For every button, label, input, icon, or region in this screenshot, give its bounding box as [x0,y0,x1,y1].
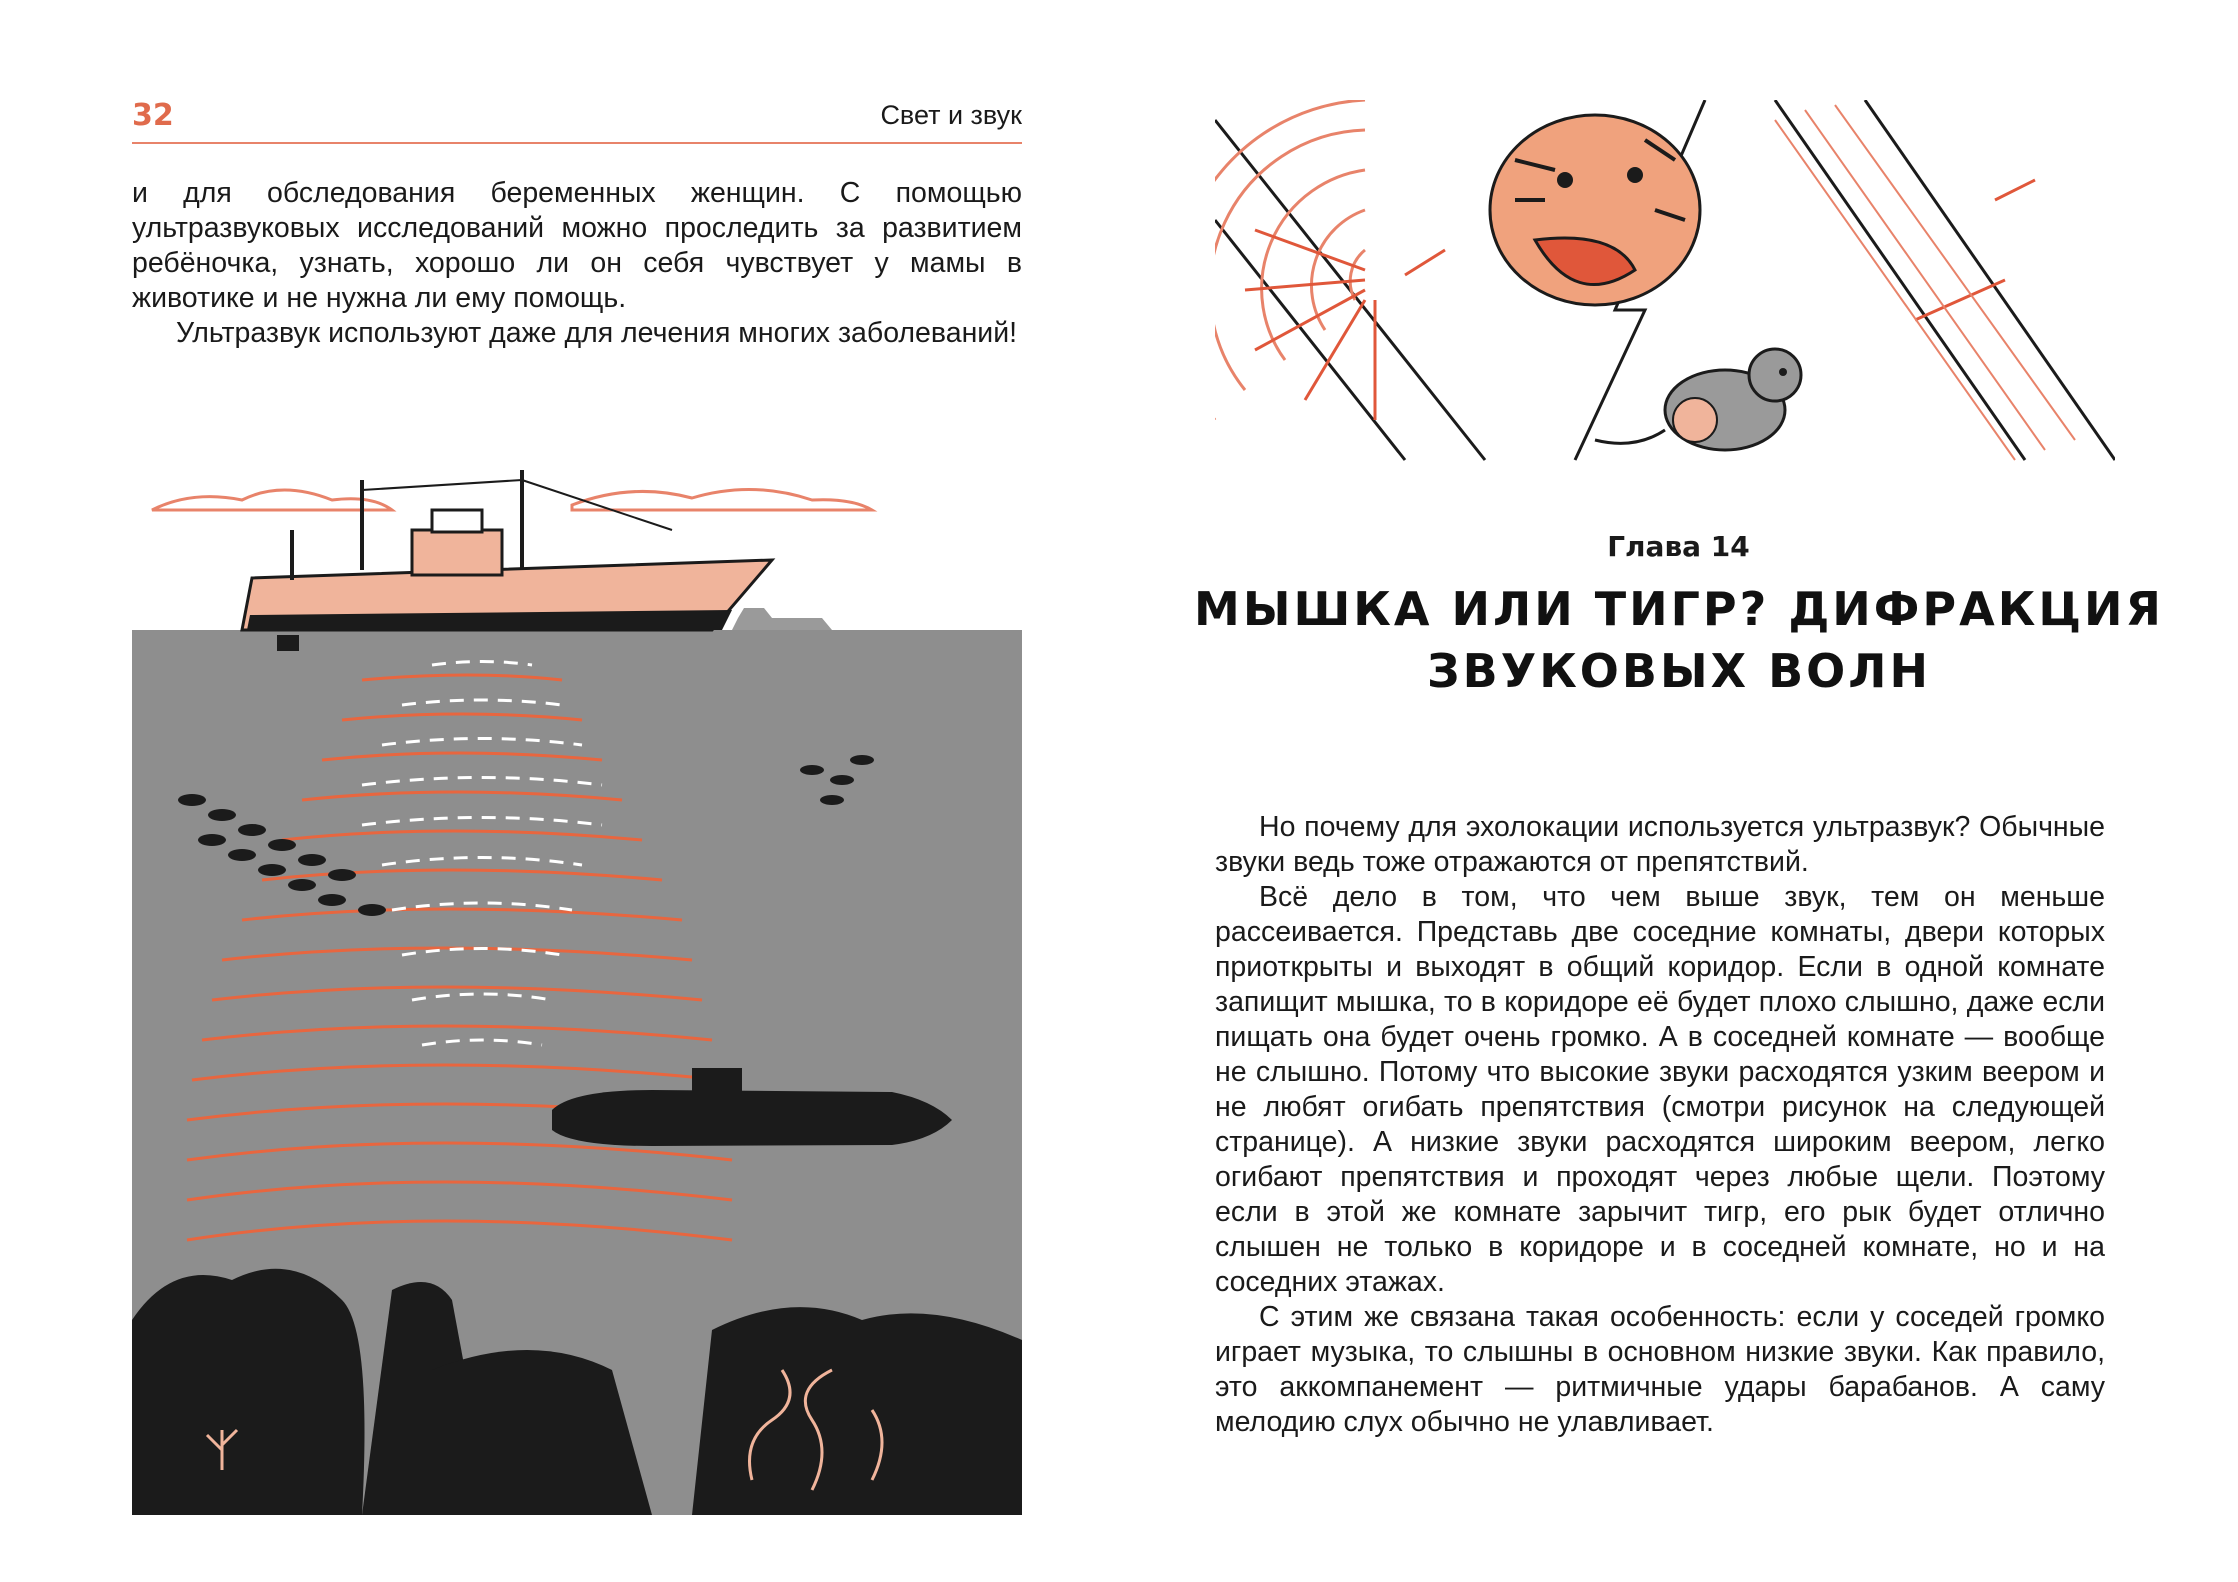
running-title: Свет и звук [880,100,1022,130]
mouse [1595,349,1801,450]
page-number: 32 [132,98,174,133]
page-header [132,98,1022,144]
ship-sonar-illustration [132,470,1022,1515]
right-body-text [1215,810,2105,1440]
chapter-title: МЫШКА ИЛИ ТИГР? ДИФРАКЦИЯ ЗВУКОВЫХ ВОЛН [1194,582,2164,698]
paragraph: и для обследования беременных женщин. С помощью ультразвуковых исследований можно проследить за развитием ребёночка, узнать, хорошо ли он себя чувствует у мамы в животике и не нужна ли ему помощь. [132,177,1022,314]
paragraph: Всё дело в том, что чем выше звук, тем он меньше рассеивается. Представь две соседние комнаты, двери которых приоткрыты и выходят в общий коридор. Если в одной комнате запищит мышка, то в коридоре её будет плохо слышно, даже если пищать она будет очень громко. А в соседней комнате — вообще не слышно. Потому что высокие звуки расходятся узким веером и не любят огибать препятствия (смотри рисунок на следующей странице). А низкие звуки расходятся широким веером, легко огибают препятствия и проходят через любые щели. Поэтому если в этой же комнате зарычит тигр, его рык будет отлично слышен не только в коридоре и в соседней комнате, но и на соседних этажах. [1215,881,2105,1298]
paragraph: Но почему для эхолокации используется ультразвук? Обычные звуки ведь тоже отражаются от препятствий. [1215,811,2105,878]
chapter-label: Глава 14 [1607,530,1750,563]
tiger-mouse-diffraction-illustration [1215,100,2115,480]
tiger-head [1490,115,1700,305]
right-page [1119,0,2238,1582]
paragraph: Ультразвук используют даже для лечения многих заболеваний! [176,317,1018,349]
paragraph: С этим же связана такая особенность: если у соседей громко играет музыка, то слышны в основном низкие звуки. Как правило, это аккомпанемент — ритмичные удары барабанов. А саму мелодию слух обычно не улавливает. [1215,1301,2105,1438]
left-body-text [132,176,1022,351]
